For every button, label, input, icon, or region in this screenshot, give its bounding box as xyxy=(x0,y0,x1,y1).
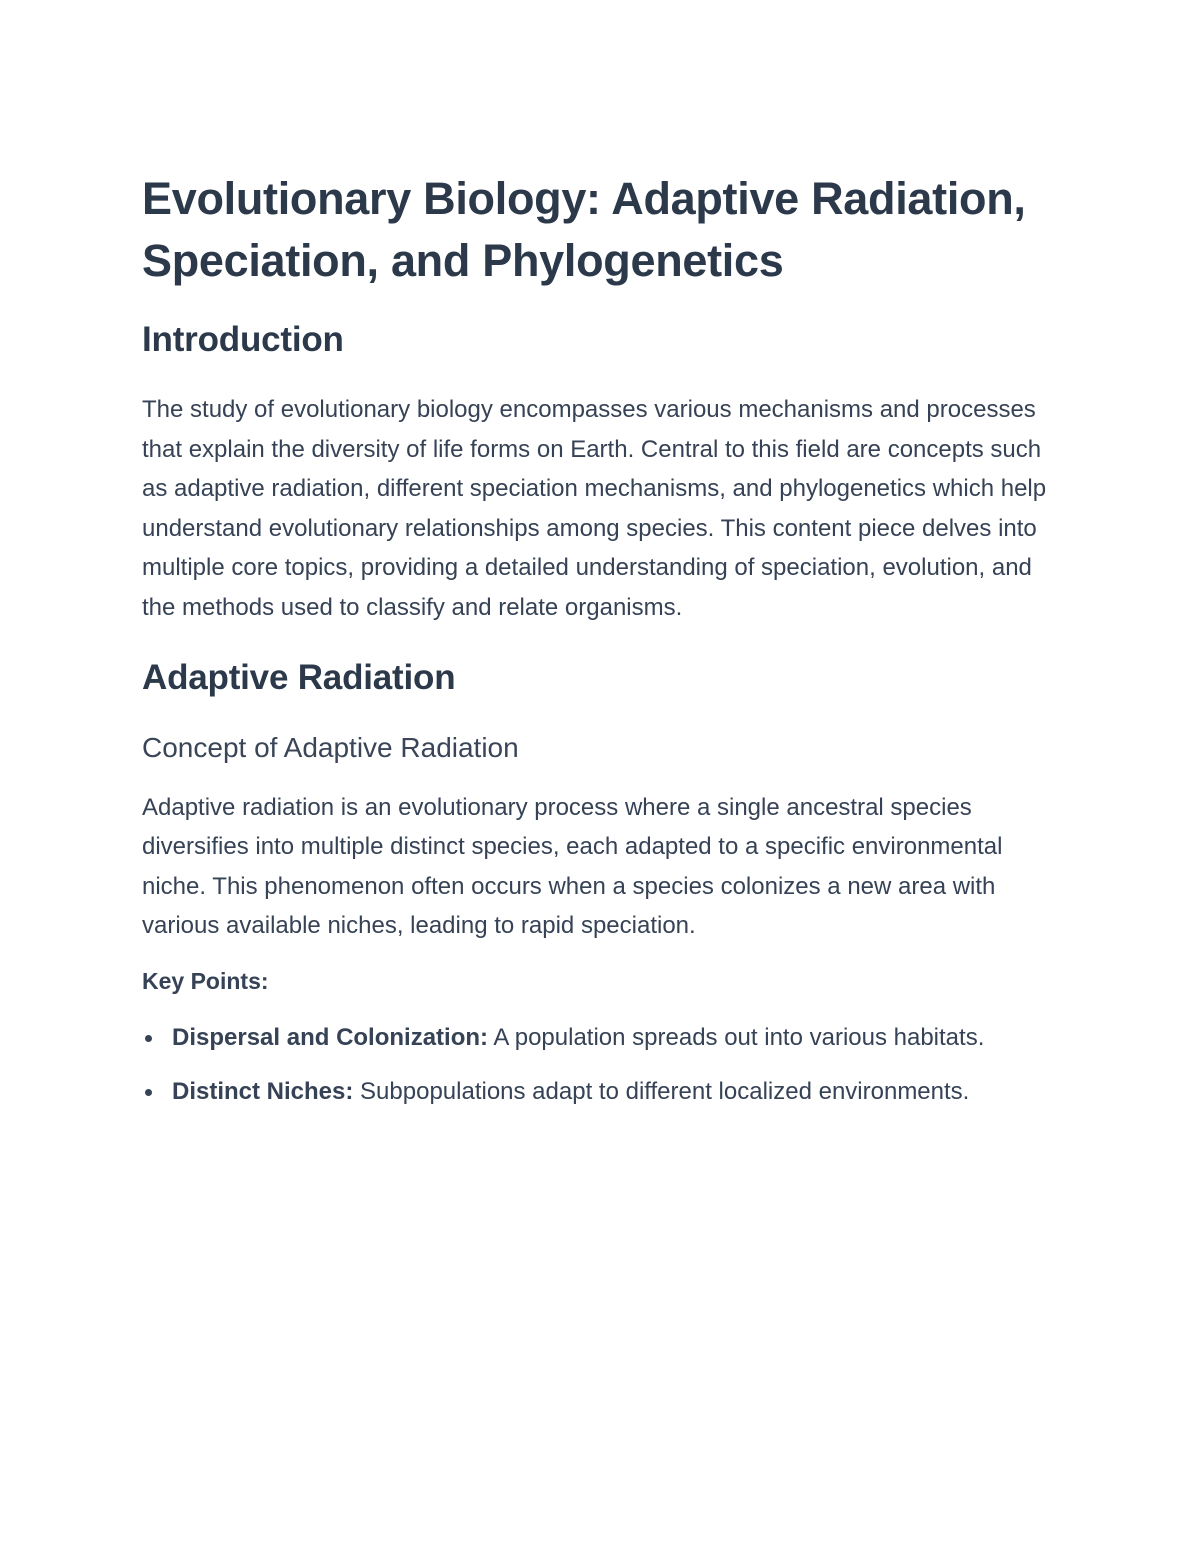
key-points-label: Key Points: xyxy=(142,967,269,994)
adaptive-radiation-heading: Adaptive Radiation xyxy=(142,657,456,697)
introduction-paragraph: The study of evolutionary biology encompasses various mechanisms and processes that explain the diversity of life forms on Earth. Central to this field are concepts such as adaptive radiation, different speciation mechanisms, and phylogenetics which help understand evolutionary relationships among species. This content piece delves into multiple core topics, providing a detailed understanding of speciation, evolution, and the methods used to classify and relate organisms. xyxy=(142,396,1047,621)
list-item xyxy=(142,1018,1062,1058)
key-point-text: A population spreads out into various habitats. xyxy=(488,1023,985,1051)
document-page xyxy=(142,160,1062,1111)
key-point-text: Subpopulations adapt to different localized environments. xyxy=(353,1077,970,1105)
key-points-list xyxy=(142,1018,1062,1111)
key-point-term: Dispersal and Colonization: xyxy=(172,1023,489,1051)
document-title: Evolutionary Biology: Adaptive Radiation, Speciation, and Phylogenetics xyxy=(142,173,1026,286)
key-point-term: Distinct Niches: xyxy=(172,1077,354,1105)
bullet-icon xyxy=(145,1089,152,1096)
list-item xyxy=(142,1072,1062,1112)
introduction-heading: Introduction xyxy=(142,320,344,359)
concept-subheading: Concept of Adaptive Radiation xyxy=(142,731,519,763)
bullet-icon xyxy=(145,1035,152,1042)
concept-paragraph: Adaptive radiation is an evolutionary process where a single ancestral species diversifies into multiple distinct species, each adapted to a specific environmental niche. This phenomenon often occurs when a species colonizes a new area with various available niches, leading to rapid speciation. xyxy=(142,793,1003,940)
